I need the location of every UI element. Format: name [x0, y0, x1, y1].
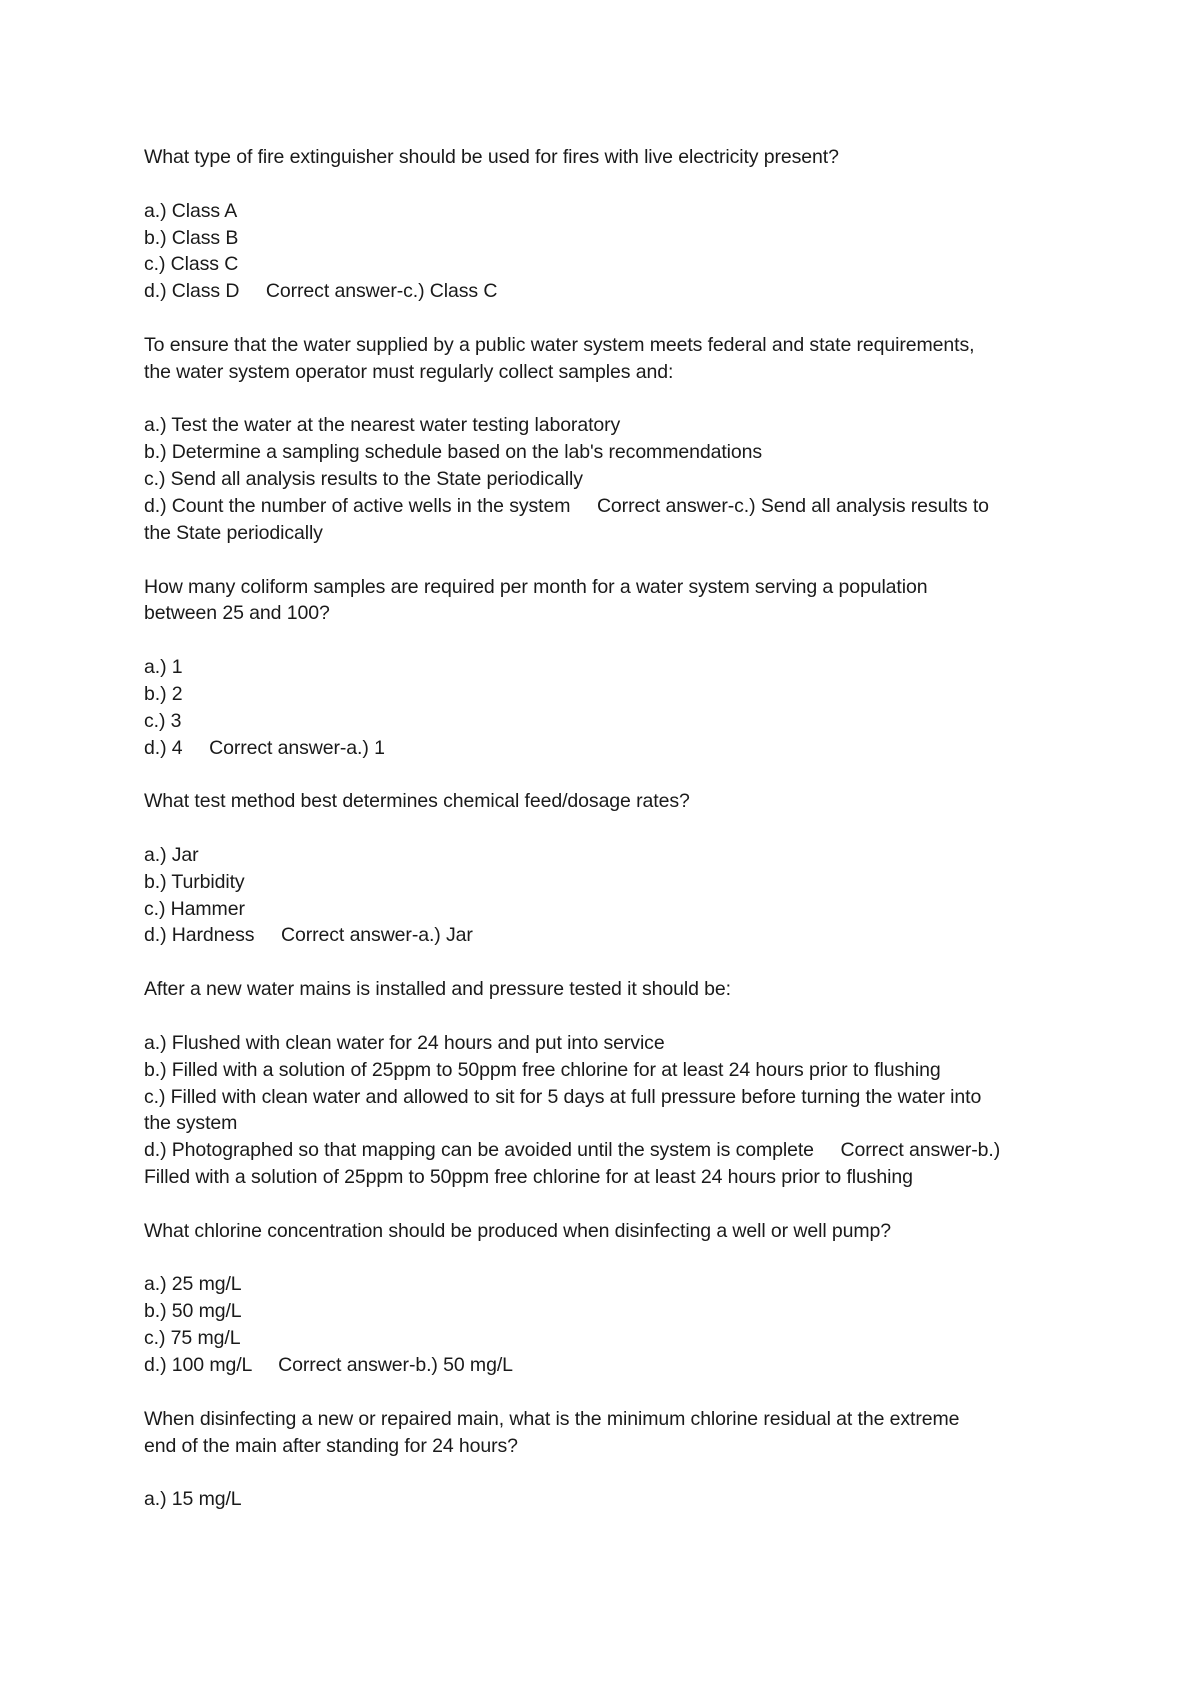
question-2-option-d-answer: d.) Count the number of active wells in the system Correct answer-c.) Send all analysis results to: [144, 494, 989, 517]
question-4-option-a: a.) Jar: [144, 843, 199, 866]
question-5-option-c-cont: the system: [144, 1112, 238, 1135]
question-6-option-b: b.) 50 mg/L: [144, 1300, 242, 1323]
blank-line: [144, 1379, 1044, 1406]
question-5-option-a: a.) Flushed with clean water for 24 hours and put into service: [144, 1031, 665, 1054]
question-3-option-c: c.) 3: [144, 709, 182, 732]
question-5-option-d-answer: d.) Photographed so that mapping can be avoided until the system is complete Correct answer-b.): [144, 1139, 1001, 1162]
question-4-option-b: b.) Turbidity: [144, 870, 245, 893]
blank-line: [144, 1245, 1044, 1272]
question-5-text: After a new water mains is installed and pressure tested it should be:: [144, 978, 731, 1001]
question-1-text: What type of fire extinguisher should be used for fires with live electricity present?: [144, 146, 839, 168]
question-6-text: What chlorine concentration should be produced when disinfecting a well or well pump?: [144, 1219, 892, 1242]
blank-line: [144, 305, 1044, 332]
blank-line: [144, 949, 1044, 976]
question-2-option-b: b.) Determine a sampling schedule based on the lab's recommendations: [144, 441, 763, 464]
blank-line: [144, 171, 1044, 198]
question-2-text: To ensure that the water supplied by a public water system meets federal and state requirements,: [144, 333, 975, 356]
blank-line: [144, 386, 1044, 413]
question-6-option-a: a.) 25 mg/L: [144, 1273, 242, 1296]
question-6-option-c: c.) 75 mg/L: [144, 1327, 241, 1350]
document-page: [144, 144, 1044, 1513]
question-1-option-a: a.) Class A: [144, 199, 238, 222]
question-1-option-c: c.) Class C: [144, 253, 239, 276]
question-3-option-d-answer: d.) 4 Correct answer-a.) 1: [144, 736, 385, 759]
question-4-option-c: c.) Hammer: [144, 897, 245, 920]
question-4-text: What test method best determines chemical feed/dosage rates?: [144, 790, 690, 813]
question-7-text: When disinfecting a new or repaired main, what is the minimum chlorine residual at the extreme: [144, 1407, 960, 1430]
question-3-text: How many coliform samples are required per month for a water system serving a population: [144, 575, 928, 598]
blank-line: [144, 815, 1044, 842]
blank-line: [144, 761, 1044, 788]
question-7-text-cont: end of the main after standing for 24 hours?: [144, 1434, 518, 1457]
question-5-option-c: c.) Filled with clean water and allowed to sit for 5 days at full pressure before turning the water into: [144, 1085, 982, 1108]
question-2-option-c: c.) Send all analysis results to the State periodically: [144, 468, 583, 491]
blank-line: [144, 1459, 1044, 1486]
question-2-option-a: a.) Test the water at the nearest water testing laboratory: [144, 414, 621, 437]
question-1-option-b: b.) Class B: [144, 226, 239, 249]
question-6-option-d-answer: d.) 100 mg/L Correct answer-b.) 50 mg/L: [144, 1353, 513, 1376]
blank-line: [144, 627, 1044, 654]
question-3-option-b: b.) 2: [144, 682, 183, 705]
question-7-option-a: a.) 15 mg/L: [144, 1488, 242, 1511]
blank-line: [144, 1003, 1044, 1030]
question-2-text-cont: the water system operator must regularly collect samples and:: [144, 360, 674, 383]
blank-line: [144, 1191, 1044, 1218]
question-5-answer-cont: Filled with a solution of 25ppm to 50ppm free chlorine for at least 24 hours prior to flushing: [144, 1166, 913, 1189]
question-3-option-a: a.) 1: [144, 656, 183, 679]
question-4-option-d-answer: d.) Hardness Correct answer-a.) Jar: [144, 924, 473, 947]
question-2-answer-cont: the State periodically: [144, 521, 323, 544]
question-5-option-b: b.) Filled with a solution of 25ppm to 50ppm free chlorine for at least 24 hours prior to flushing: [144, 1058, 941, 1081]
question-3-text-cont: between 25 and 100?: [144, 602, 330, 625]
blank-line: [144, 547, 1044, 574]
question-1-option-d-answer: d.) Class D Correct answer-c.) Class C: [144, 280, 498, 303]
